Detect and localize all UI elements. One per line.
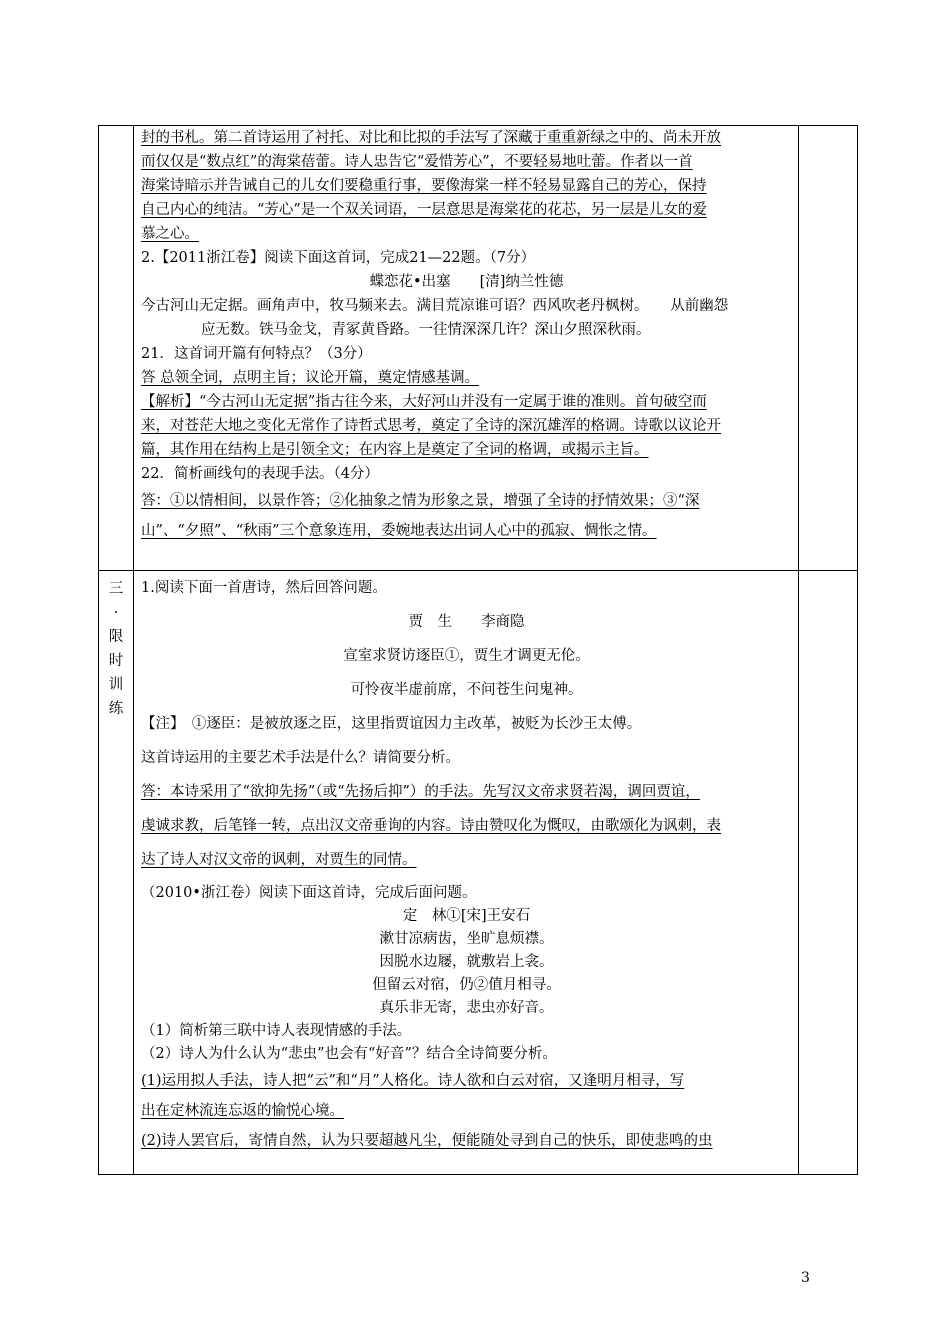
poem-line: 漱甘凉病齿，坐旷息烦襟。 [379, 931, 554, 947]
poem-line: 应无数。铁马金戈，青冢黄昏路。一往情深深几许？深山夕照深秋雨。 [201, 322, 651, 338]
content-table [98, 125, 858, 1175]
answer-line: (2)诗人罢官后，寄情自然，认为只要超越凡尘，便能随处寻到自己的快乐，即使悲鸣的虫 [141, 1133, 713, 1149]
content-cell [134, 126, 799, 571]
poem-line: 宣室求贤访逐臣①，贾生才调更无伦。 [343, 648, 590, 664]
note: 【注】 ①逐臣：是被放逐之臣，这里指贾谊因力主改革，被贬为长沙王太傅。 [141, 716, 642, 732]
question-header: 1.阅读下面一首唐诗，然后回答问题。 [141, 580, 387, 596]
answer-line: 出在定林流连忘返的愉悦心境。 [141, 1103, 344, 1119]
answer-22: 山”、“夕照”、“秋雨”三个意象连用，委婉地表达出词人心中的孤寂、惆怅之情。 [141, 523, 657, 539]
score-cell [799, 126, 858, 571]
score-cell [799, 571, 858, 1175]
analysis-line: 而仅仅是“数点红”的海棠蓓蕾。诗人忠告它“爱惜芳心”，不要轻易地吐蕾。作者以一首 [141, 154, 693, 170]
table-row [99, 571, 858, 1175]
answer-22: 答：①以情相间，以景作答；②化抽象之情为形象之景，增强了全诗的抒情效果；③“深 [141, 493, 700, 509]
analysis-line: 慕之心。 [141, 226, 199, 242]
table-row [99, 126, 858, 571]
answer-line: 答：本诗采用了“欲抑先扬”（或“先扬后抑”）的手法。先写汉文帝求贤若渴，调回贾谊， [141, 784, 700, 800]
page-number: 3 [801, 1270, 810, 1286]
question-header: （2010•浙江卷）阅读下面这首诗，完成后面问题。 [141, 885, 477, 901]
sub-question: （2）诗人为什么认为“悲虫”也会有“好音”？结合全诗简要分析。 [141, 1046, 557, 1062]
analysis-line: 来，对苍茫大地之变化无常作了诗哲式思考，奠定了全诗的深沉雄浑的格调。诗歌以议论开 [141, 418, 721, 434]
poem-line: 可怜夜半虚前席，不问苍生问鬼神。 [350, 682, 583, 698]
side-label-cell [99, 571, 134, 1175]
answer-line: (1)运用拟人手法，诗人把“云”和“月”人格化。诗人欲和白云对宿，又逢明月相寻，写 [141, 1073, 685, 1089]
poem-title: 贾 生 李商隐 [408, 614, 525, 630]
poem-line: 但留云对宿，仍②值月相寻。 [372, 977, 561, 993]
poem-title: 定 林①[宋]王安石 [402, 908, 531, 924]
poem-title: 蝶恋花•出塞 [清]纳兰性德 [369, 274, 564, 290]
question: 这首诗运用的主要艺术手法是什么？请简要分析。 [141, 750, 460, 766]
content-cell [134, 571, 799, 1175]
side-cell [99, 126, 134, 571]
poem-line: 因脱水边屦，就敷岩上衾。 [379, 954, 554, 970]
analysis-line: 篇，其作用在结构上是引领全文；在内容上是奠定了全词的格调，或揭示主旨。 [141, 442, 649, 458]
analysis-line: 海棠诗暗示并告诫自己的儿女们要稳重行事，要像海棠一样不轻易显露自己的芳心，保持 [141, 178, 707, 194]
answer-line: 达了诗人对汉文帝的讽刺，对贾生的同情。 [141, 852, 417, 868]
question-header: 2.【2011浙江卷】阅读下面这首词，完成21—22题。（7分） [141, 250, 536, 266]
section-label: 三 · 限 时 训 练 [108, 581, 124, 717]
answer-21: 答 总领全词，点明主旨；议论开篇，奠定情感基调。 [141, 370, 480, 386]
analysis-line: 自己内心的纯洁。“芳心”是一个双关词语，一层意思是海棠花的花芯，另一层是儿女的爱 [141, 202, 707, 218]
question-21: 21．这首词开篇有何特点？（3分） [141, 346, 372, 362]
question-22: 22．简析画线句的表现手法。（4分） [141, 466, 379, 482]
analysis-line: 【解析】“今古河山无定据”指古往今来，大好河山并没有一定属于谁的准则。首句破空而 [141, 394, 707, 410]
sub-question: （1）简析第三联中诗人表现情感的手法。 [141, 1023, 412, 1039]
analysis-line: 封的书札。第二首诗运用了衬托、对比和比拟的手法写了深藏于重重新绿之中的、尚未开放 [141, 130, 721, 146]
poem-line: 真乐非无寄，悲虫亦好音。 [379, 1000, 554, 1016]
poem-line: 今古河山无定据。画角声中，牧马频来去。满目荒凉谁可语？西风吹老丹枫树。 从前幽怨 [141, 298, 729, 314]
answer-line: 虔诚求教，后笔锋一转，点出汉文帝垂询的内容。诗由赞叹化为慨叹，由歌颂化为讽刺，表 [141, 818, 721, 834]
